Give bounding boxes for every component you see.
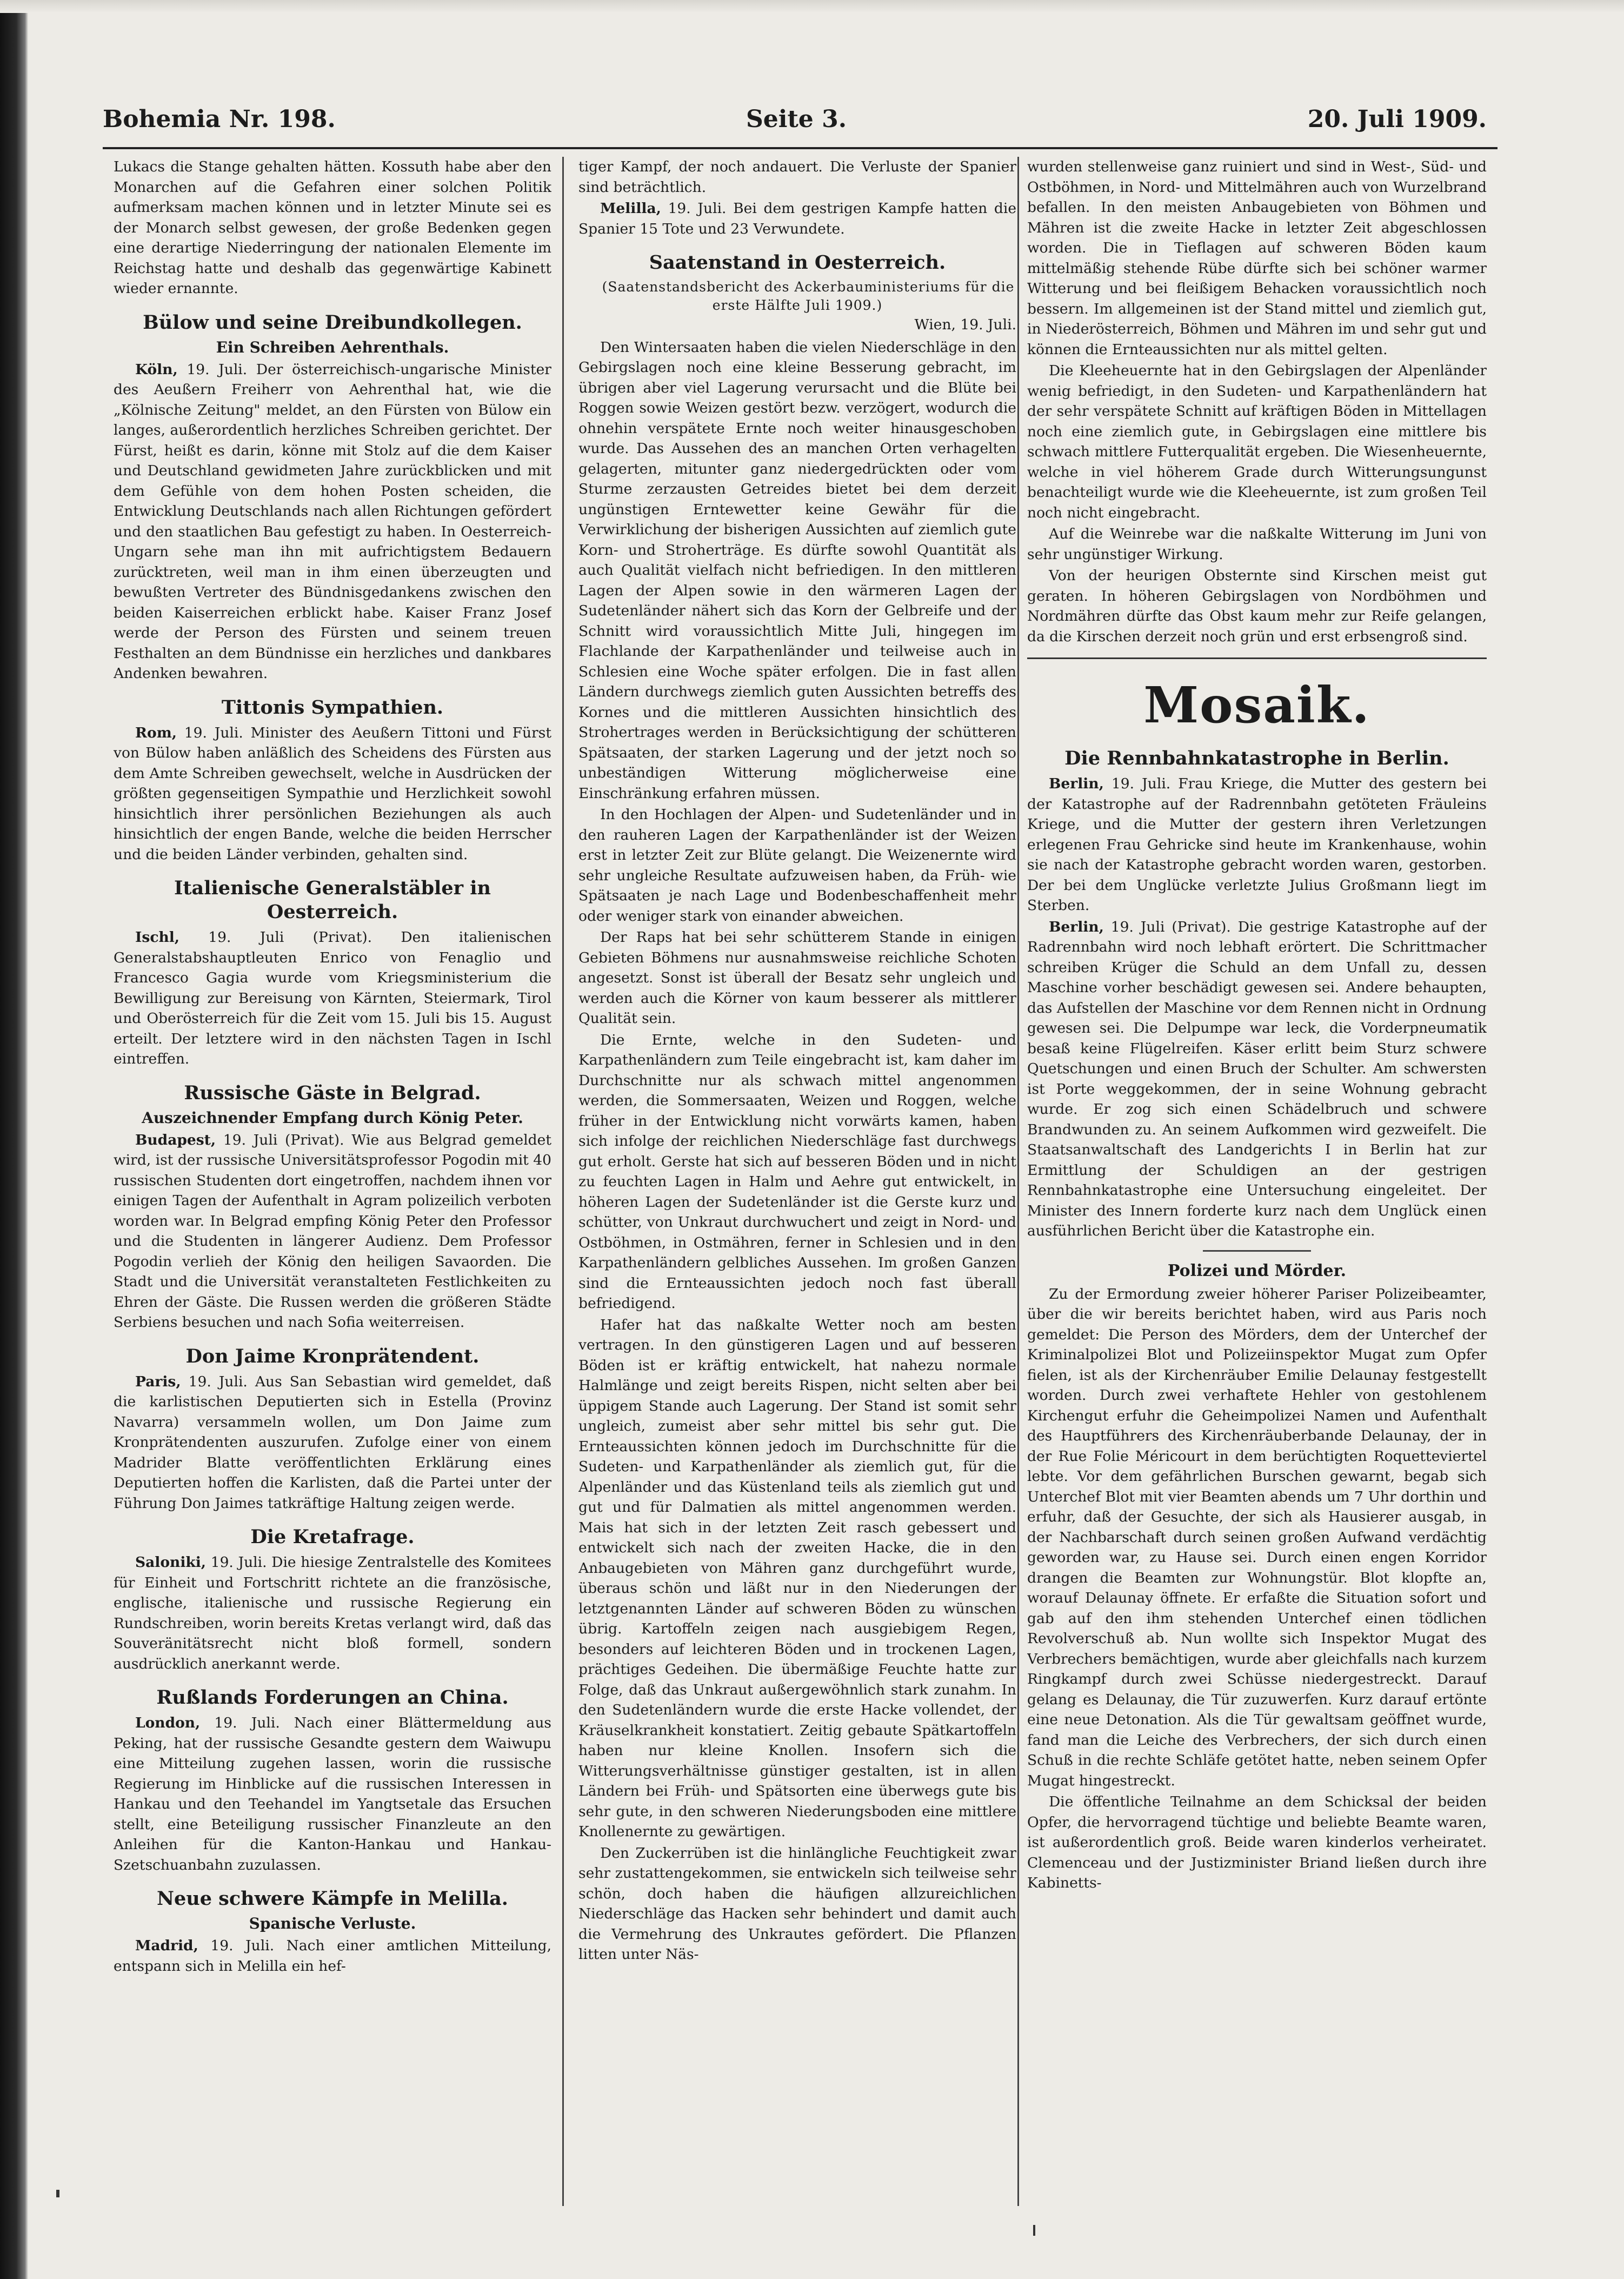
article-dateline: Wien, 19. Juli. [914,316,1016,333]
section-rule [1027,657,1487,659]
article-body: Die Ernte, welche in den Sudeten- und Karpathenländern zum Teile eingebracht ist, kam daher im Durchschnitte nur als schwach mittel angenommen werden, die Sommersaaten, Weizen und Roggen, welche früher in der Entwicklung nicht vorwärts kamen, haben sich infolge der reichlichen Niederschläge fast durchwegs gut erholt. Gerste hat sich auf besseren Böden und in nicht zu feuchten Lagen in Halm und Aehre gut entwickelt, in höheren Lagen der Sudetenländer ist die Gerste kurz und schütter, von Unkraut durchwuchert und zeigt in Nord- und Ostböhmen, in Ostmähren, ferner in Schlesien und in den Karpathenländern gelbliches Aussehen. Im großen Ganzen sind die Ernteaussichten jedoch noch fast überall befriedigend. [578,1031,1016,1312]
dateline-place: Saloniki, [135,1554,207,1571]
dateline-place: Paris, [135,1373,181,1390]
article-subtitle: Ein Schreiben Aehrenthals. [216,338,449,356]
article-body: Den Zuckerrüben ist die hinlängliche Feuchtigkeit zwar sehr zustattengekommen, sie entwickeln sich teilweise sehr schön, doch haben die häufigen allzureichlichen Niederschläge das Hacken sehr behindert und damit auch die Vermehrung des Unkrautes gefördert. Die Pflanzen litten unter Näs- [578,1844,1016,1963]
article-body: Budapest, 19. Juli (Privat). Wie aus Belgrad gemeldet wird, ist der russische Universitätsprofessor Pogodin mit 40 russischen Studenten dort eingetroffen, nachdem ihnen vor einigen Tagen der Aufenthalt in Agram polizeilich verboten worden war. In Belgrad empfing König Peter den Professor und die Studenten in längerer Audienz. Dem Professor Pogodin verlieh der König den heiligen Savaorden. Die Stadt und die Universität veranstalteten Festlichkeiten zu Ehren der Gäste. Die Russen werden die größeren Städte Serbiens besuchen und nach Sofia weiterreisen. [114,1131,551,1331]
section-heading: Mosaik. [1143,676,1370,734]
article-title: Polizei und Mörder. [1167,1261,1347,1280]
article-body: Köln, 19. Juli. Der österreichisch-ungarische Minister des Aeußern Freiherr von Aehrenthal hat, wie die „Kölnische Zeitung" meldet, an den Fürsten von Bülow ein langes, außerordentlich herzliches Schreiben gerichtet. Der Fürst, heißt es darin, könne mit Stolz auf die dem Kaiser und Deutschland gewidmeten Jahre zurückblicken und mit dem Gefühle von dem hohen Posten scheiden, die Entwicklung Deutschlands nach allen Richtungen gefördert und den staatlichen Bau gefestigt zu haben. In Oesterreich-Ungarn sehe man ihn mit aufrichtigstem Bedauern zurücktreten, weil man in ihm einen überzeugten und bewußten Vertreter des Bündnisgedankens zwischen den beiden Kaiserreichen erblickt habe. Kaiser Franz Josef werde der Person des Fürsten und seinem treuen Festhalten an dem Bündnisse ein herzliches und dankbares Andenken bewahren. [114,361,551,682]
dateline-place: London, [135,1715,201,1731]
article-title: Saatenstand in Oesterreich. [649,251,946,274]
header-date: 20. Juli 1909. [1307,105,1487,133]
article-subtitle: Spanische Verluste. [249,1915,416,1932]
article-body: Berlin, 19. Juli (Privat). Die gestrige Katastrophe auf der Radrennbahn wird noch lebhaft erörtert. Die Schrittmacher schreiben Krüger die Schuld an dem Unfall zu, dessen Maschine vorher beschädigt gewesen sei. Andere behaupten, das Aufstellen der Maschine vor dem Rennen nicht in Ordnung gewesen sei. Die Delpumpe war leck, die Vorderpneumatik besaß keine Flügelreifen. Käser erlitt beim Sturz schwere Quetschungen und einen Bruch der Schulter. Am schwersten ist Porte weggekommen, der in seine Wohnung gebracht wurde. Er zog sich einen Schädelbruch und schwere Brandwunden zu. An seinem Aufkommen wird gezweifelt. Die Staatsanwaltschaft des Landgerichts I in Berlin hat zur Ermittlung der Schuldigen an der gestrigen Rennbahnkatastrophe eine Untersuchung eingeleitet. Der Minister des Innern forderte kurz nach dem Unglück einen ausführlichen Bericht über die Katastrophe ein. [1027,918,1487,1239]
article-body: Rom, 19. Juli. Minister des Aeußern Tittoni und Fürst von Bülow haben anläßlich des Scheidens des Fürsten aus dem Amte Schreiben gewechselt, welche in Ausdrücken der größten gegenseitigen Sympathie und Herzlichkeit sowohl hinsichtlich ihrer persönlichen Beziehungen als auch hinsichtlich der engen Bande, welche die beiden Herrscher und die beiden Länder verbinden, gehalten sind. [114,724,551,863]
article-body: Den Wintersaaten haben die vielen Niederschläge in den Gebirgslagen noch eine kleine Besserung gebracht, im übrigen aber viel Lagerung verursacht und die Blüte bei Roggen sowie Weizen gestört bezw. verzögert, wodurch die ohnehin verspätete Ernte noch weiter hinausgeschoben wurde. Das Aussehen des an manchen Orten verhagelten gelagerten, mitunter ganz niedergedrückten oder vom Sturme zerzausten Getreides bietet bei dem derzeit ungünstigen Erntewetter keine Gewähr für die Verwirklichung der bisherigen Aussichten auf ziemlich gute Korn- und Stroherträge. Es dürfte sowohl Quantität als auch Qualität vielfach nicht befriedigen. In den mittleren Lagen der Alpen sowie in den wärmeren Lagen der Sudetenländer nähert sich das Korn der Gelbreife und der Schnitt wird voraussichtlich Mitte Juli, hingegen im Flachlande der Karpathenländer und teilweise auch in Schlesien eine Woche später erfolgen. Die in fast allen Ländern durchwegs ziemlich guten Aussichten betreffs des Kornes und die mittleren Aussichten hinsichtlich des Strohertrages werden in Berücksichtigung der schütteren Spätsaaten, der starken Lagerung und der jetzt noch so unbeständigen Witterung möglicherweise eine Einschränkung erfahren müssen. [578,338,1016,802]
dateline-place: Berlin, [1049,918,1104,935]
column-2 [578,157,1016,2211]
column-3 [1027,157,1487,2211]
article-body: Die Kleeheuernte hat in den Gebirgslagen der Alpenländer wenig befriedigt, in den Sudeten- und Karpathenländern hat der sehr verspätete Schnitt auf kräftigen Böden in Mittellagen noch eine ziemlich gute, in Gebirgslagen eine mittlere bis schwach mittlere Futterqualität ergeben. Die Wiesenheuernte, welche in viel höherem Grade durch Witterungsungunst benachteiligt wurde wie die Kleeheuernte, ist zum großen Teil noch nicht eingebracht. [1027,362,1487,521]
article-body: In den Hochlagen der Alpen- und Sudetenländer und in den rauheren Lagen der Karpathenländer ist der Weizen erst in letzter Zeit zur Blüte gelangt. Die Weizenernte wird sehr ungleiche Resultate aufzuweisen haben, da Früh- wie Spätsaaten je nach Lage und Bodenbeschaffenheit mehr oder weniger stark von einander abweichen. [578,806,1016,925]
article-body: Paris, 19. Juli. Aus San Sebastian wird gemeldet, daß die karlistischen Deputierten sich in Estella (Provinz Navarra) versammeln wollen, um Don Jaime zum Kronprätendenten auszurufen. Zufolge einer von einem Madrider Blatte veröffentlichten Erklärung eines Deputierten hoffen die Karlisten, daß die Partei unter der Führung Don Jaimes tatkräftige Haltung zeigen werde. [114,1373,551,1512]
dateline-place: Melilla, [600,200,661,217]
article-body: Die öffentliche Teilnahme an dem Schicksal der beiden Opfer, die hervorragend tüchtige und beliebte Beamte waren, ist außerordentlich groß. Beide waren kinderlos verheiratet. Clemenceau und der Justizminister Briand ließen durch ihre Kabinetts- [1027,1793,1487,1891]
article-body: Zu der Ermordung zweier höherer Pariser Polizeibeamter, über die wir bereits berichtet haben, wird aus Paris noch gemeldet: Die Person des Mörders, dem der Unterchef der Kriminalpolizei Blot und Polizeiinspektor Mugat zum Opfer fielen, ist als der Kirchenräuber Emilie Delaunay festgestellt worden. Durch zwei verhaftete Hehler von gestohlenem Kirchengut erfuhr die Geheimpolizei Namen und Aufenthalt des Hauptführers des Kirchenräuberbande Delaunay, der in der Rue Folie Méricourt in dem berüchtigten Roquetteviertel lebte. Vor dem gefährlichen Burschen gewarnt, begab sich Unterchef Blot mit vier Beamten abends um 7 Uhr dorthin und erfuhr, daß der Gesuchte, der sich als Hausierer ausgab, in der Nachbarschaft durch seinen großen Aufwand verdächtig geworden war, zu Hause sei. Durch einen engen Korridor drangen die Beamten zur Wohnungstür. Blot klopfte an, worauf Delaunay öffnete. Er erfaßte die Situation sofort und gab auf den ihm stehenden Unterchef einen tödlichen Revolverschuß ab. Nun wollte sich Inspektor Mugat des Verbrechers bemächtigen, wurde aber gleichfalls nach kurzem Ringkampf durch zwei Schüsse niedergestreckt. Darauf gelang es Delaunay, die Tür zuzuwerfen. Kurz darauf ertönte eine neue Detonation. Als die Tür gewaltsam geöffnet wurde, fand man die Leiche des Verbrechers, der sich durch einen Schuß in die rechte Schläfe getötet hatte, neben seinem Opfer Mugat hingestreckt. [1027,1285,1487,1789]
article-separator [1203,1250,1311,1252]
header-issue: Bohemia Nr. 198. [103,105,336,133]
article-title: Bülow und seine Dreibundkollegen. [143,311,522,334]
article-body: Hafer hat das naßkalte Wetter noch am besten vertragen. In den günstigeren Lagen und auf besseren Böden ist er kräftig entwickelt, hat nahezu normale Halmlänge und zeigt bereits Rispen, nicht selten aber bei üppigem Stande auch Lagerung. Der Stand ist somit sehr ungleich, zumeist aber sehr mittel bis sehr gut. Die Ernteaussichten können jedoch im Durchschnitte für die Sudeten- und Karpathenländer als ziemlich gut, für die Alpenländer und das Küstenland teils als ziemlich gut und gut und für Dalmatien als mittel angenommen werden. Mais hat sich in der letzten Zeit rasch gebessert und entwickelt sich nach der zweiten Hacke, die in den Anbaugebieten von Mähren ganz durchgeführt wurde, überaus schön und läßt nur in den Niederungen der letztgenannten Länder auf schweren Böden zu wünschen übrig. Kartoffeln zeigen nach ausgiebigem Regen, besonders auf leichteren Böden und in trockenen Lagen, prächtiges Gedeihen. Die übermäßige Feuchte hatte zur Folge, daß das Unkraut außergewöhnlich stark zunahm. In den Sudetenländern wurde die erste Hacke vollendet, der Kräuselkrankheit konstatiert. Zeitig gebaute Spätkartoffeln haben nur kleine Knollen. Insofern sich die Witterungsverhältnisse günstiger gestalten, ist in allen Ländern bei Früh- und Spätsorten eine überwegs gute bis sehr gute, in den schweren Niederungsboden eine mittlere Knollenernte zu gewärtigen. [578,1316,1016,1840]
dateline-place: Madrid, [135,1937,198,1954]
article-continuation: tiger Kampf, der noch andauert. Die Verluste der Spanier sind beträchtlich. [578,158,1016,196]
article-continuation: Lukacs die Stange gehalten hätten. Kossuth habe aber den Monarchen auf die Gefahren einer solchen Politik aufmerksam machen können und in letzter Minute sei es der Monarch selbst gewesen, der große Bedenken gegen eine derartige Niederringung der nationalen Elemente im Reichstag hatte und deshalb das gegenwärtige Kabinett wieder ernannte. [114,158,551,297]
dateline-place: Köln, [135,361,178,378]
article-body: London, 19. Juli. Nach einer Blättermeldung aus Peking, hat der russische Gesandte gestern dem Waiwupu eine Mitteilung zugehen lassen, worin die russische Regierung im Hinblicke auf die russischen Interessen in Hankau und den Teehandel im Yangtsetale das Ersuchen stellt, eine Beteiligung russischer Finanzleute an den Anleihen für die Kanton-Hankau und Hankau-Szetschuanbahn zuzulassen. [114,1715,551,1873]
article-title: Don Jaime Kronprätendent. [185,1345,480,1367]
column-divider [1017,157,1019,2206]
article-title: Die Rennbahnkatastrophe in Berlin. [1064,747,1449,769]
dateline-place: Ischl, [135,929,180,946]
article-meta: (Saatenstandsbericht des Ackerbauministeriums für die erste Hälfte Juli 1909.) [602,279,1015,313]
article-body: Der Raps hat bei sehr schütterem Stande in einigen Gebieten Böhmens nur ausnahmsweise reichliche Schoten angesetzt. Sonst ist überall der Besatz sehr ungleich und werden auch die Körner von kaum besserer als mittlerer Qualität sein. [578,929,1016,1027]
article-body: Saloniki, 19. Juli. Die hiesige Zentralstelle des Komitees für Einheit und Fortschritt richtete an die französische, englische, italienische und russische Regierung ein Rundschreiben, worin bereits Kretas verlangt wird, daß das Souveränitätsrecht nicht bloß formell, sondern ausdrücklich anerkannt werde. [114,1554,551,1672]
article-body: Von der heurigen Obsternte sind Kirschen meist gut geraten. In höheren Gebirgslagen von Nordböhmen und Nordmähren dürfte das Obst kaum mehr zur Reife gelangen, da die Kirschen derzeit noch grün und erst erbsengroß sind. [1027,567,1487,645]
article-title: Die Kretafrage. [250,1526,415,1548]
article-title: Neue schwere Kämpfe in Melilla. [156,1888,508,1910]
print-mark [56,2190,59,2197]
dateline-place: Rom, [135,724,177,741]
article-title: Rußlands Forderungen an China. [156,1686,509,1709]
article-continuation: wurden stellenweise ganz ruiniert und sind in West-, Süd- und Ostböhmen, in Nord- und Mittelmähren auch von Wurzelbrand befallen. In den meisten Anbaugebieten von Böhmen und Mähren ist die zweite Hacke in letzter Zeit abgeschlossen worden. Die in Tieflagen auf schweren Böden kaum mittelmäßig stehende Rübe dürfte sich bei schöner warmer Witterung und bei fleißigem Behacken voraussichtlich noch bessern. Im allgemeinen ist der Stand mittel und ziemlich gut, in Niederösterreich, Böhmen und Mähren im und sehr gut und können die Ernteaussichten nur als mittel gelten. [1027,158,1487,358]
dateline-place: Budapest, [135,1131,216,1148]
scan-left-edge [0,0,28,2279]
page-header [103,105,1487,143]
print-mark [1033,2225,1035,2236]
dateline-place: Berlin, [1049,775,1104,792]
header-page-number: Seite 3. [746,105,847,133]
article-body: Madrid, 19. Juli. Nach einer amtlichen Mitteilung, entspann sich in Melilla ein hef- [114,1937,551,1975]
article-title: Tittonis Sympathien. [221,696,444,719]
article-body: Melilla, 19. Juli. Bei dem gestrigen Kampfe hatten die Spanier 15 Tote und 23 Verwundete. [578,200,1016,237]
article-subtitle: Auszeichnender Empfang durch König Peter. [142,1108,523,1127]
article-title: Italienische Generalstäbler in Oesterreich. [174,877,491,923]
article-body: Ischl, 19. Juli (Privat). Den italienischen Generalstabshauptleuten Enrico von Fenaglio und Francesco Gagia wurde vom Kriegsministerium die Bewilligung zur Bereisung von Kärnten, Steiermark, Tirol und Oberösterreich für die Zeit vom 15. Juli bis 15. August erteilt. Der letztere wird in den nächsten Tagen in Ischl eintreffen. [114,929,551,1067]
article-body: Auf die Weinrebe war die naßkalte Witterung im Juni von sehr ungünstiger Wirkung. [1027,526,1487,563]
article-body: Berlin, 19. Juli. Frau Kriege, die Mutter des gestern bei der Katastrophe auf der Radrennbahn getöteten Fräuleins Kriege, und die Mutter der gestern ihren Verletzungen erlegenen Frau Gehricke sind heute im Krankenhause, wohin sie nach der Katastrophe gebracht worden waren, gestorben. Der bei dem Unglücke verletzte Julius Großmann liegt im Sterben. [1027,775,1487,914]
header-rule [103,147,1497,149]
scan-top-edge [0,0,1624,13]
article-title: Russische Gäste in Belgrad. [184,1081,481,1104]
column-1 [114,157,551,2211]
column-divider [562,157,564,2206]
